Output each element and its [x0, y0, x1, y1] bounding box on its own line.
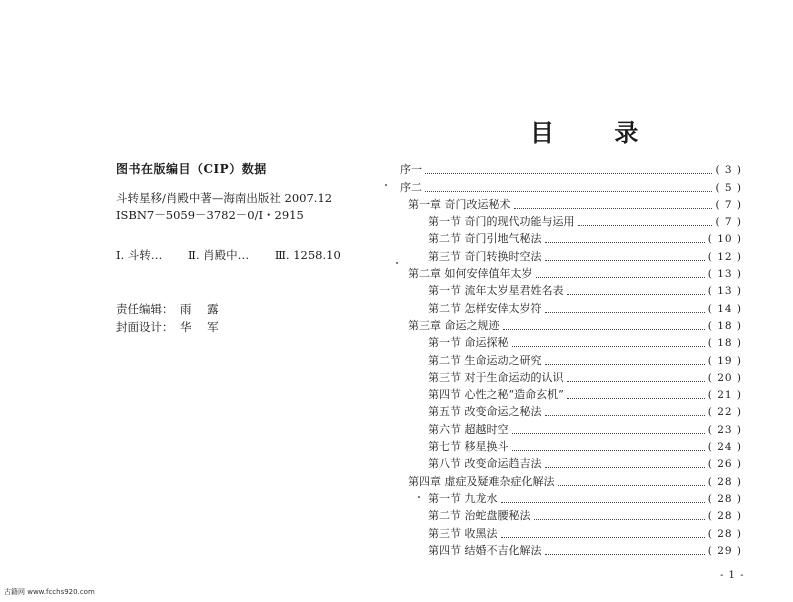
- toc-entry-page: ( 3 ): [715, 164, 742, 177]
- toc-entry-page: ( 5 ): [715, 181, 742, 194]
- toc-leader-dots: [545, 311, 705, 313]
- toc-entry-page: ( 7 ): [715, 216, 742, 229]
- toc-leader-dots: [545, 241, 705, 243]
- toc-entry-page: ( 24 ): [707, 441, 742, 454]
- toc-entry-label: 第一章 奇门改运秘术: [408, 197, 511, 211]
- editor-name: 雨 露: [180, 302, 225, 316]
- toc-entry-label: 第三章 命运之规迹: [408, 318, 500, 332]
- cip-class-1: Ⅰ. 斗转…: [116, 248, 163, 262]
- toc-entry-label: 第四节 结婚不吉化解法: [428, 543, 542, 557]
- editor-row: [116, 300, 225, 318]
- toc-entry: [400, 316, 742, 333]
- cip-title-line: 斗转星移/肖殿中著—海南出版社 2007.12: [116, 191, 333, 205]
- toc-entry-label: 第二节 奇门引地气秘法: [428, 232, 542, 246]
- scan-speck: [385, 184, 387, 186]
- toc-entry: [400, 402, 742, 419]
- toc-entry: [400, 177, 742, 194]
- toc-entry: [400, 264, 742, 281]
- cip-isbn-line: ISBN7－5059－3782－0/I・2915: [116, 208, 304, 222]
- toc-entry-label: 第四节 心性之秘“造命玄机”: [428, 388, 564, 402]
- toc-leader-dots: [567, 397, 705, 399]
- cip-class-2: Ⅱ. 肖殿中…: [188, 248, 250, 262]
- toc-leader-dots: [536, 276, 705, 278]
- toc-entry-label: 第一节 流年太岁星君姓名表: [428, 284, 564, 298]
- page-number: - 1 -: [720, 570, 745, 581]
- toc-entry-page: ( 12 ): [707, 250, 742, 263]
- toc-entry: [400, 471, 742, 488]
- toc-leader-dots: [425, 172, 712, 174]
- toc-entry: [400, 437, 742, 454]
- toc-entry-label: 第一节 奇门的现代功能与运用: [428, 215, 575, 229]
- toc-leader-dots: [545, 466, 705, 468]
- toc-entry: [400, 489, 742, 506]
- toc-entry-page: ( 18 ): [707, 337, 742, 350]
- toc-entry-label: 第七节 移星换斗: [428, 440, 509, 454]
- toc-leader-dots: [503, 328, 705, 330]
- credits-block: [116, 300, 225, 336]
- cip-class-3: Ⅲ. 1258.10: [274, 248, 341, 262]
- toc-entry-page: ( 28 ): [707, 475, 742, 488]
- cip-block: [116, 160, 386, 224]
- toc-entry: [400, 506, 742, 523]
- toc-entry-label: 第六节 超越时空: [428, 422, 509, 436]
- toc-entry-page: ( 7 ): [715, 198, 742, 211]
- toc-entry-page: ( 28 ): [707, 527, 742, 540]
- toc-entry: [400, 229, 742, 246]
- scan-speck: [418, 496, 420, 498]
- toc-entry: [400, 212, 742, 229]
- toc-leader-dots: [545, 259, 705, 261]
- toc-entry: [400, 419, 742, 436]
- toc-entry-label: 第二节 生命运动之研究: [428, 353, 542, 367]
- toc-leader-dots: [512, 449, 705, 451]
- scan-speck: [396, 262, 398, 264]
- toc-entry-label: 第二章 如何安倖值年太岁: [408, 267, 533, 281]
- toc-entry-label: 第四章 虚症及疑难杂症化解法: [408, 474, 555, 488]
- toc-leader-dots: [558, 484, 705, 486]
- toc-entry: [400, 541, 742, 558]
- toc-entry: [400, 298, 742, 315]
- toc-entry-page: ( 14 ): [707, 302, 742, 315]
- toc-leader-dots: [545, 553, 705, 555]
- toc-entry: [400, 454, 742, 471]
- toc-entry-label: 第五节 改变命运之秘法: [428, 405, 542, 419]
- toc-entry-page: ( 28 ): [707, 492, 742, 505]
- watermark-text: 古籍网 www.fcchs920.com: [4, 588, 95, 596]
- toc-entry: [400, 385, 742, 402]
- cover-designer-label: 封面设计：: [116, 320, 174, 334]
- toc-entry-label: 第一节 九龙水: [428, 491, 498, 505]
- toc-leader-dots: [501, 536, 705, 538]
- toc-leader-dots: [567, 293, 705, 295]
- toc-entry: [400, 160, 742, 177]
- toc-entry-label: 第一节 命运探秘: [428, 336, 509, 350]
- toc-entry-label: 第三节 对于生命运动的认识: [428, 370, 564, 384]
- toc-leader-dots: [545, 414, 705, 416]
- toc-entry: [400, 195, 742, 212]
- toc-entry-page: ( 13 ): [707, 268, 742, 281]
- toc-entry-page: ( 22 ): [707, 406, 742, 419]
- toc-title: 目 录: [530, 119, 665, 147]
- toc-entry-label: 第二节 怎样安倖太岁符: [428, 301, 542, 315]
- toc-entry: [400, 333, 742, 350]
- toc-entry-label: 第二节 治蛇盘腰秘法: [428, 509, 531, 523]
- toc-entry: [400, 523, 742, 540]
- toc-entry: [400, 246, 742, 263]
- toc-leader-dots: [514, 207, 713, 209]
- toc-entry-page: ( 13 ): [707, 285, 742, 298]
- toc-entry-page: ( 21 ): [707, 389, 742, 402]
- toc-entry: [400, 281, 742, 298]
- toc-entry: [400, 368, 742, 385]
- toc-entry-page: ( 28 ): [707, 510, 742, 523]
- toc-leader-dots: [501, 501, 705, 503]
- toc-entry-page: ( 26 ): [707, 458, 742, 471]
- toc-entry-label: 第八节 改变命运趋吉法: [428, 457, 542, 471]
- cip-heading: 图书在版编目（CIP）数据: [116, 162, 267, 176]
- toc-entry-page: ( 23 ): [707, 423, 742, 436]
- toc-entry-page: ( 18 ): [707, 319, 742, 332]
- toc-entry: [400, 350, 742, 367]
- toc-entry-label: 第三节 奇门转换时空法: [428, 249, 542, 263]
- toc-leader-dots: [534, 518, 705, 520]
- toc-leader-dots: [425, 190, 712, 192]
- toc-leader-dots: [567, 380, 705, 382]
- toc-entry-page: ( 19 ): [707, 354, 742, 367]
- toc-entry-label: 序一: [400, 163, 422, 177]
- toc-leader-dots: [512, 345, 705, 347]
- toc-leader-dots: [578, 224, 713, 226]
- toc-leader-dots: [545, 363, 705, 365]
- toc-entry-page: ( 10 ): [707, 233, 742, 246]
- cover-designer-row: [116, 318, 225, 336]
- editor-label: 责任编辑：: [116, 302, 174, 316]
- toc-entry-label: 序二: [400, 180, 422, 194]
- cover-designer-name: 华 军: [180, 320, 225, 334]
- toc-entry-page: ( 29 ): [707, 544, 742, 557]
- toc-entry-page: ( 20 ): [707, 371, 742, 384]
- toc-leader-dots: [512, 432, 705, 434]
- table-of-contents: [400, 160, 742, 558]
- cip-classification: [116, 247, 363, 263]
- toc-entry-label: 第三节 收黑法: [428, 526, 498, 540]
